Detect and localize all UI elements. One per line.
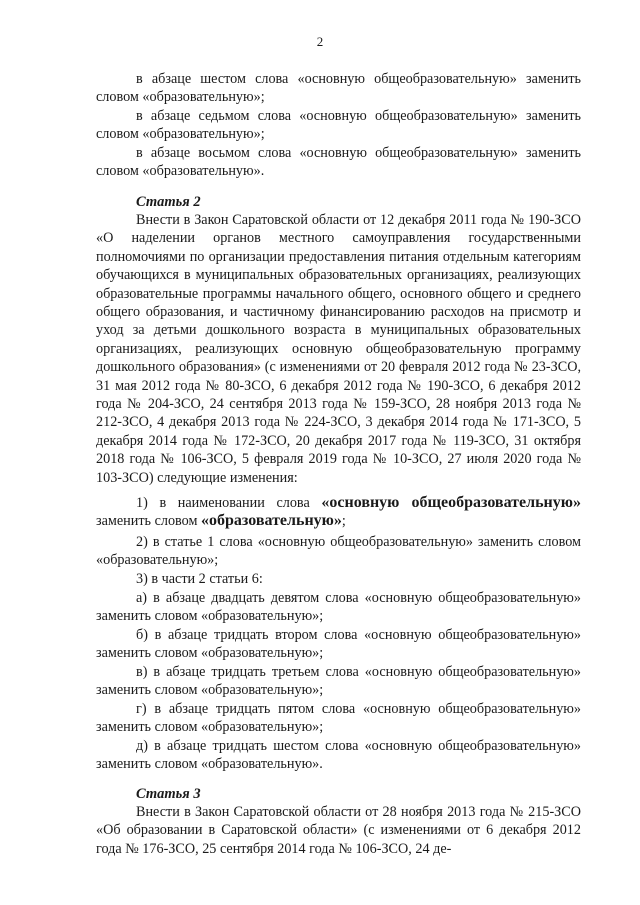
article-2-item-3: 3) в части 2 статьи 6:: [136, 571, 263, 587]
article-3-heading: Статья 3: [136, 786, 201, 802]
article-2-item-3d: д) в абзаце тридцать шестом слова «основную общеобразовательную» заменить словом «образовательную».: [96, 738, 581, 773]
article-2-heading: Статья 2: [136, 194, 201, 210]
item-1-suffix: ;: [341, 513, 346, 530]
intro-paragraph-3: в абзаце восьмом слова «основную общеобразовательную» заменить словом «образовательную».: [96, 145, 581, 180]
page-number: 2: [316, 34, 324, 49]
item-1-new-term: «образовательную»: [201, 512, 342, 530]
intro-paragraph-2: в абзаце седьмом слова «основную общеобразовательную» заменить словом «образовательную»;: [96, 108, 581, 143]
article-2-item-1: [96, 494, 581, 531]
article-2-body: Внести в Закон Саратовской области от 12 декабря 2011 года № 190-ЗСО «О наделении органов местного самоуправления государственными полномочиями по организации предоставления питания отдельным категориям обучающихся в муниципальных образовательных организациях, реализующих образовательные программы начального общего, основного общего и среднего общего образования, и частичному финансированию расходов на присмотр и уход за детьми дошкольного возраста в муниципальных образовательных организациях, реализующих основную общеобразовательную программу дошкольного образования» (с изменениями от 20 февраля 2012 года № 23-ЗСО, 31 мая 2012 года № 80-ЗСО, 6 декабря 2012 года № 190-ЗСО, 6 декабря 2012 года № 204-ЗСО, 24 сентября 2013 года № 159-ЗСО, 28 ноября 2013 года № 212-ЗСО, 4 декабря 2013 года № 224-ЗСО, 3 декабря 2014 года № 171-ЗСО, 5 декабря 2014 года № 172-ЗСО, 20 декабря 2017 года № 119-ЗСО, 31 октября 2018 года № 106-ЗСО, 5 февраля 2019 года № 10-ЗСО, 27 июля 2020 года № 103-ЗСО) следующие изменения:: [96, 212, 581, 486]
intro-paragraph-1: в абзаце шестом слова «основную общеобразовательную» заменить словом «образовательную»;: [96, 71, 581, 106]
article-2-item-3g: г) в абзаце тридцать пятом слова «основную общеобразовательную» заменить словом «образовательную»;: [96, 701, 581, 736]
article-3-body: Внести в Закон Саратовской области от 28 ноября 2013 года № 215-ЗСО «Об образовании в Саратовской области» (с изменениями от 6 декабря 2012 года № 176-ЗСО, 25 сентября 2014 года № 106-ЗСО, 24 де-: [96, 804, 581, 857]
item-1-prefix: 1) в наименовании слова: [136, 495, 322, 511]
article-2-item-3b: б) в абзаце тридцать втором слова «основную общеобразовательную» заменить словом «образовательную»;: [96, 627, 581, 662]
article-2-item-3v: в) в абзаце тридцать третьем слова «основную общеобразовательную» заменить словом «образовательную»;: [96, 664, 581, 699]
article-2-item-3a: а) в абзаце двадцать девятом слова «основную общеобразовательную» заменить словом «образовательную»;: [96, 590, 581, 625]
item-1-mid: заменить словом: [96, 513, 201, 530]
item-1-old-term: «основную общеобразовательную»: [321, 494, 582, 511]
article-2-item-2: 2) в статье 1 слова «основную общеобразовательную» заменить словом «образовательную»;: [96, 534, 581, 569]
